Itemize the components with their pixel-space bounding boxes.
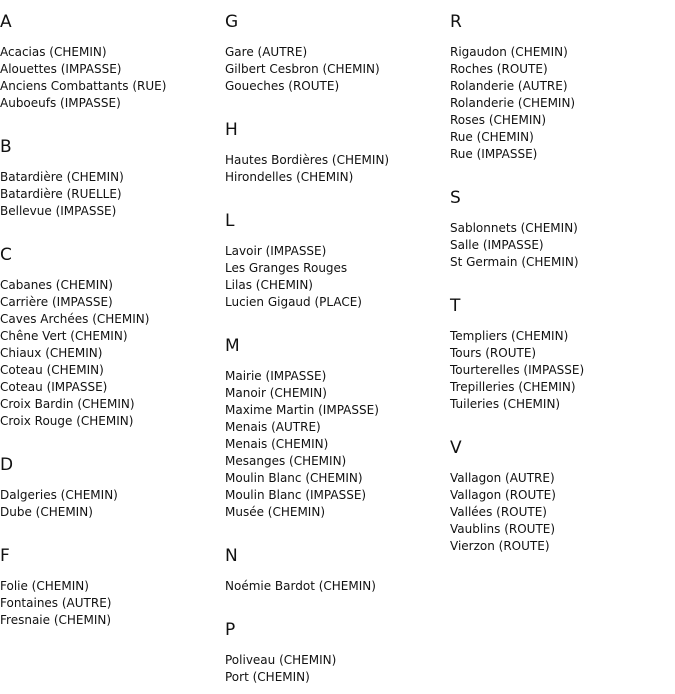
letter-section-g: [225, 10, 450, 95]
column-1: [0, 10, 225, 629]
letter-heading: B: [0, 137, 12, 157]
street-item[interactable]: Roses (CHEMIN): [450, 113, 547, 127]
street-list: [450, 44, 675, 163]
street-item[interactable]: Sablonnets (CHEMIN): [450, 221, 578, 235]
letter-heading: C: [0, 245, 12, 265]
street-item[interactable]: Menais (CHEMIN): [225, 437, 329, 451]
street-item[interactable]: Anciens Combattants (RUE): [0, 79, 167, 93]
street-item[interactable]: Rigaudon (CHEMIN): [450, 45, 568, 59]
letter-heading: H: [225, 120, 238, 140]
street-list: [225, 652, 450, 686]
letter-heading: R: [450, 12, 462, 32]
letter-section-b: [0, 135, 225, 220]
street-item[interactable]: Folie (CHEMIN): [0, 579, 89, 593]
street-item[interactable]: Vallées (ROUTE): [450, 505, 547, 519]
letter-section-r: [450, 10, 675, 163]
street-item[interactable]: Rue (IMPASSE): [450, 147, 538, 161]
letter-heading: F: [0, 546, 10, 566]
street-item[interactable]: Tourterelles (IMPASSE): [450, 363, 585, 377]
street-item[interactable]: St Germain (CHEMIN): [450, 255, 579, 269]
street-item[interactable]: Vierzon (ROUTE): [450, 539, 550, 553]
letter-section-n: [225, 544, 450, 595]
street-item[interactable]: Mairie (IMPASSE): [225, 369, 327, 383]
street-list: [225, 243, 450, 311]
street-item[interactable]: Tours (ROUTE): [450, 346, 537, 360]
letter-heading: P: [225, 620, 236, 640]
street-item[interactable]: Rolanderie (CHEMIN): [450, 96, 576, 110]
letter-heading: L: [225, 211, 235, 231]
street-item[interactable]: Batardière (CHEMIN): [0, 170, 124, 184]
letter-heading: M: [225, 336, 240, 356]
street-item[interactable]: Menais (AUTRE): [225, 420, 321, 434]
street-item[interactable]: Fresnaie (CHEMIN): [0, 613, 112, 627]
street-item[interactable]: Les Granges Rouges: [225, 261, 348, 275]
street-item[interactable]: Poliveau (CHEMIN): [225, 653, 337, 667]
letter-heading: N: [225, 546, 238, 566]
street-item[interactable]: Alouettes (IMPASSE): [0, 62, 122, 76]
street-list: [450, 470, 675, 555]
street-list: [0, 44, 225, 112]
street-item[interactable]: Carrière (IMPASSE): [0, 295, 113, 309]
street-item[interactable]: Lucien Gigaud (PLACE): [225, 295, 362, 309]
street-item[interactable]: Rolanderie (AUTRE): [450, 79, 568, 93]
street-item[interactable]: Salle (IMPASSE): [450, 238, 544, 252]
street-item[interactable]: Batardière (RUELLE): [0, 187, 122, 201]
column-3: [450, 10, 675, 555]
street-list: [450, 220, 675, 271]
letter-heading: A: [0, 12, 12, 32]
street-item[interactable]: Lilas (CHEMIN): [225, 278, 313, 292]
letter-section-h: [225, 118, 450, 186]
street-item[interactable]: Caves Archées (CHEMIN): [0, 312, 150, 326]
street-item[interactable]: Goueches (ROUTE): [225, 79, 340, 93]
street-item[interactable]: Rue (CHEMIN): [450, 130, 534, 144]
letter-section-t: [450, 294, 675, 413]
street-list: [225, 152, 450, 186]
street-item[interactable]: Dalgeries (CHEMIN): [0, 488, 118, 502]
street-list: [0, 277, 225, 430]
street-item[interactable]: Hirondelles (CHEMIN): [225, 170, 354, 184]
street-list: [225, 578, 450, 595]
letter-section-v: [450, 436, 675, 555]
street-item[interactable]: Chêne Vert (CHEMIN): [0, 329, 128, 343]
street-item[interactable]: Moulin Blanc (IMPASSE): [225, 488, 367, 502]
street-list: [225, 368, 450, 521]
street-item[interactable]: Musée (CHEMIN): [225, 505, 326, 519]
letter-section-a: [0, 10, 225, 112]
letter-section-d: [0, 453, 225, 521]
street-item[interactable]: Tuileries (CHEMIN): [450, 397, 561, 411]
street-list: [0, 487, 225, 521]
street-item[interactable]: Bellevue (IMPASSE): [0, 204, 117, 218]
street-item[interactable]: Roches (ROUTE): [450, 62, 548, 76]
column-2: [225, 10, 450, 686]
letter-heading: G: [225, 12, 239, 32]
street-item[interactable]: Vallagon (ROUTE): [450, 488, 556, 502]
street-item[interactable]: Vallagon (AUTRE): [450, 471, 555, 485]
street-list: [225, 44, 450, 95]
street-item[interactable]: Maxime Martin (IMPASSE): [225, 403, 379, 417]
street-item[interactable]: Gilbert Cesbron (CHEMIN): [225, 62, 380, 76]
letter-heading: T: [450, 296, 461, 316]
street-item[interactable]: Vaublins (ROUTE): [450, 522, 556, 536]
street-item[interactable]: Cabanes (CHEMIN): [0, 278, 113, 292]
street-item[interactable]: Noémie Bardot (CHEMIN): [225, 579, 376, 593]
street-item[interactable]: Auboeufs (IMPASSE): [0, 96, 121, 110]
letter-section-s: [450, 186, 675, 271]
street-item[interactable]: Manoir (CHEMIN): [225, 386, 327, 400]
letter-section-l: [225, 209, 450, 311]
street-item[interactable]: Lavoir (IMPASSE): [225, 244, 327, 258]
street-list: [0, 169, 225, 220]
street-item[interactable]: Acacias (CHEMIN): [0, 45, 107, 59]
street-item[interactable]: Templiers (CHEMIN): [450, 329, 569, 343]
street-item[interactable]: Hautes Bordières (CHEMIN): [225, 153, 390, 167]
letter-heading: S: [450, 188, 461, 208]
letter-section-m: [225, 334, 450, 521]
street-item[interactable]: Coteau (IMPASSE): [0, 380, 108, 394]
letter-section-f: [0, 544, 225, 629]
letter-section-c: [0, 243, 225, 430]
street-list: [450, 328, 675, 413]
street-item[interactable]: Croix Rouge (CHEMIN): [0, 414, 134, 428]
street-item[interactable]: Trepilleries (CHEMIN): [450, 380, 576, 394]
street-item[interactable]: Dube (CHEMIN): [0, 505, 93, 519]
street-item[interactable]: Chiaux (CHEMIN): [0, 346, 103, 360]
street-item[interactable]: Fontaines (AUTRE): [0, 596, 112, 610]
street-item[interactable]: Coteau (CHEMIN): [0, 363, 104, 377]
letter-section-p: [225, 618, 450, 686]
street-item[interactable]: Mesanges (CHEMIN): [225, 454, 347, 468]
letter-heading: D: [0, 455, 14, 475]
street-item[interactable]: Gare (AUTRE): [225, 45, 308, 59]
street-item[interactable]: Croix Bardin (CHEMIN): [0, 397, 135, 411]
street-item[interactable]: Moulin Blanc (CHEMIN): [225, 471, 363, 485]
street-list: [0, 578, 225, 629]
letter-heading: V: [450, 438, 462, 458]
street-item[interactable]: Port (CHEMIN): [225, 670, 310, 684]
